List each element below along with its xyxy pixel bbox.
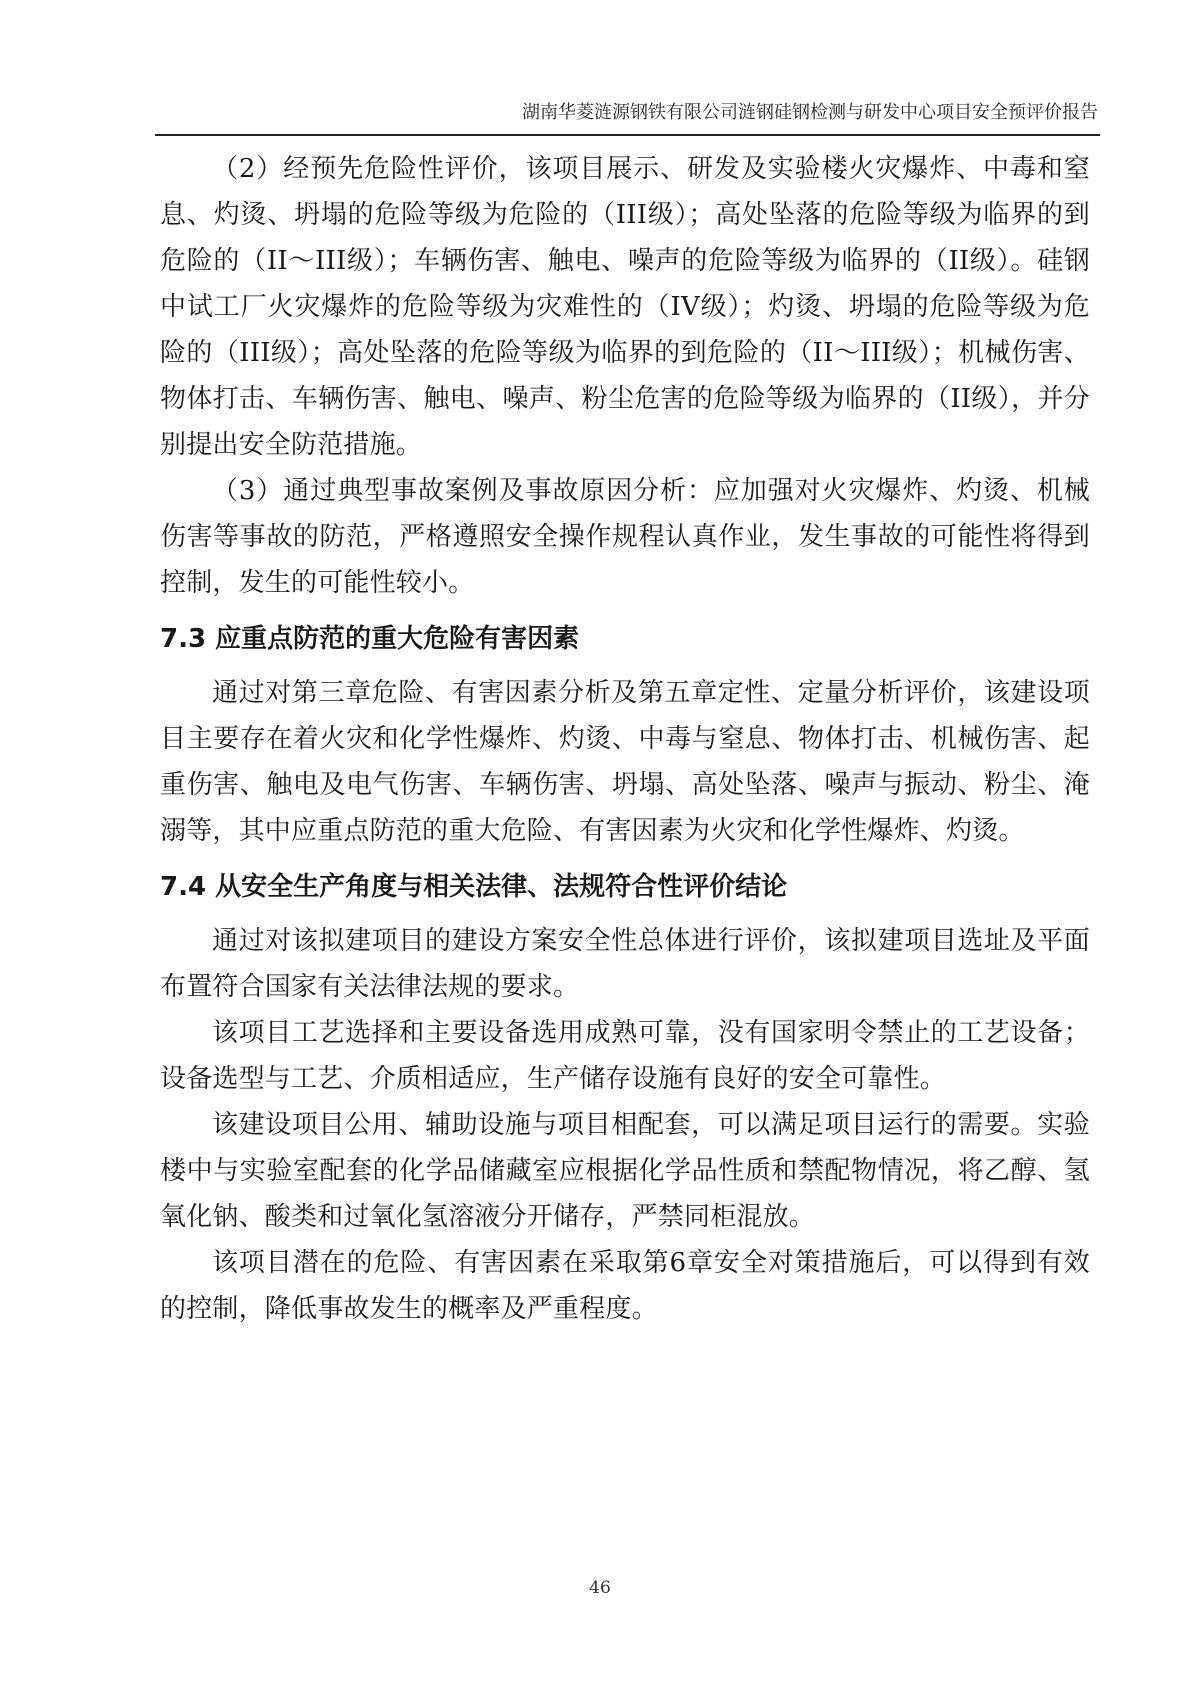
paragraph-major-hazards: 通过对第三章危险、有害因素分析及第五章定性、定量分析评价，该建设项目主要存在着火灾和化学性爆炸、灼烫、中毒与窒息、物体打击、机械伤害、起重伤害、触电及电气伤害、车辆伤害、坍塌、高处坠落、噪声与振动、粉尘、淹溺等，其中应重点防范的重大危险、有害因素为火灾和化学性爆炸、灼烫。 xyxy=(160,678,1090,846)
page-header-title: 湖南华菱涟源钢铁有限公司涟钢硅钢检测与研发中心项目安全预评价报告 xyxy=(522,102,1098,123)
paragraph-risk-control: 该项目潜在的危险、有害因素在采取第6章安全对策措施后，可以得到有效的控制，降低事故发生的概率及严重程度。 xyxy=(160,1248,1090,1324)
section-heading-7-4: 7.4 从安全生产角度与相关法律、法规符合性评价结论 xyxy=(160,872,788,902)
page-number: 46 xyxy=(589,1578,611,1598)
paragraph-site-compliance: 通过对该拟建项目的建设方案安全性总体进行评价，该拟建项目选址及平面布置符合国家有关法律法规的要求。 xyxy=(160,926,1090,1002)
paragraph-process-equipment: 该项目工艺选择和主要设备选用成熟可靠，没有国家明令禁止的工艺设备；设备选型与工艺、介质相适应，生产储存设施有良好的安全可靠性。 xyxy=(160,1018,1090,1094)
header-divider xyxy=(155,134,1100,136)
paragraph-auxiliary-facilities: 该建设项目公用、辅助设施与项目相配套，可以满足项目运行的需要。实验楼中与实验室配套的化学品储藏室应根据化学品性质和禁配物情况，将乙醇、氢氧化钠、酸类和过氧化氢溶液分开储存，严禁同柜混放。 xyxy=(160,1110,1090,1232)
document-body xyxy=(160,146,1090,1332)
paragraph-hazard-evaluation: （2）经预先危险性评价，该项目展示、研发及实验楼火灾爆炸、中毒和窒息、灼烫、坍塌的危险等级为危险的（III级）；高处坠落的危险等级为临界的到危险的（II～III级）；车辆伤害、触电、噪声的危险等级为临界的（II级）。硅钢中试工厂火灾爆炸的危险等级为灾难性的（IV级）；灼烫、坍塌的危险等级为危险的（III级）；高处坠落的危险等级为临界的到危险的（II～III级）；机械伤害、物体打击、车辆伤害、触电、噪声、粉尘危害的危险等级为临界的（II级），并分别提出安全防范措施。 xyxy=(160,154,1090,460)
section-heading-7-3: 7.3 应重点防范的重大危险有害因素 xyxy=(160,624,580,654)
paragraph-accident-analysis: （3）通过典型事故案例及事故原因分析：应加强对火灾爆炸、灼烫、机械伤害等事故的防范，严格遵照安全操作规程认真作业，发生事故的可能性将得到控制，发生的可能性较小。 xyxy=(160,476,1090,598)
